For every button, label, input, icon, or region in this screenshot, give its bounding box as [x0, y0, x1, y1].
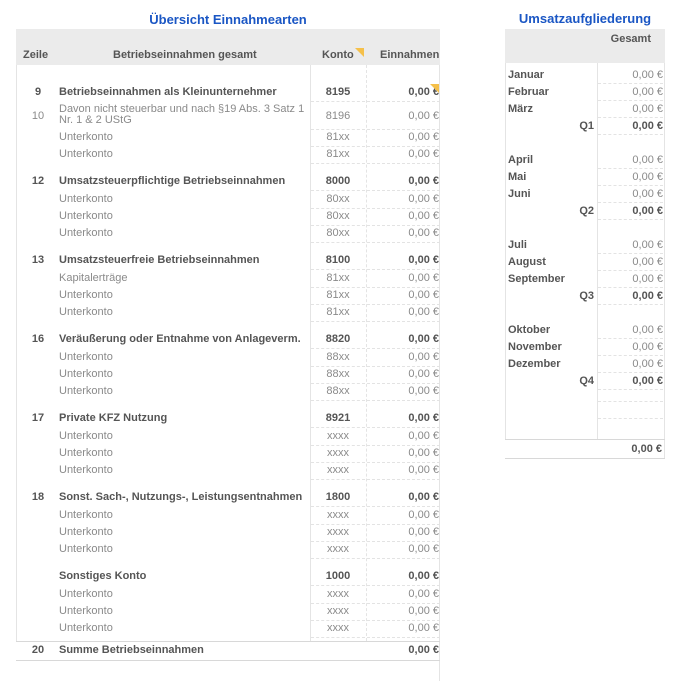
table-row: [16, 146, 440, 163]
row-einnahmen-cell[interactable]: 0,00 €: [367, 462, 440, 480]
row-description-line2: Nr. 1 & 2 UStG: [59, 114, 132, 126]
month-label: September: [508, 273, 565, 285]
row-description: Veräußerung oder Entnahme von Anlageverm.: [59, 333, 301, 345]
row-einnahmen-cell[interactable]: 0,00 €: [367, 225, 440, 243]
month-value-cell[interactable]: 0,00 €: [598, 322, 663, 339]
row-konto-cell[interactable]: 80xx: [311, 208, 365, 226]
table-row: [16, 445, 440, 462]
table-row: [16, 103, 440, 129]
total-value: 0,00 €: [408, 644, 439, 656]
month-row: [505, 186, 665, 203]
month-label: August: [508, 256, 546, 268]
row-zeile: 12: [31, 175, 45, 187]
table-row: [16, 428, 440, 445]
row-konto-cell[interactable]: 8921: [311, 410, 365, 428]
row-einnahmen-cell[interactable]: 0,00 €: [367, 445, 440, 463]
row-zeile: [16, 568, 60, 585]
row-zeile: 16: [31, 333, 45, 345]
row-konto-cell[interactable]: xxxx: [311, 524, 365, 542]
row-konto-cell[interactable]: 81xx: [311, 287, 365, 305]
row-description: Umsatzsteuerpflichtige Betriebseinnahmen: [59, 175, 286, 187]
row-description: Unterkonto: [59, 622, 113, 634]
row-konto-cell[interactable]: xxxx: [311, 428, 365, 446]
row-konto-cell[interactable]: 8195: [311, 84, 365, 102]
table-header: [16, 29, 440, 65]
table-row: [16, 304, 440, 321]
row-zeile: [16, 507, 60, 524]
revenue-breakdown-table: [505, 29, 665, 455]
row-zeile: [16, 524, 60, 541]
row-konto-cell[interactable]: 88xx: [311, 349, 365, 367]
month-row: [505, 101, 665, 118]
quarter-label: Q3: [579, 290, 594, 302]
row-konto-cell[interactable]: 1800: [311, 489, 365, 507]
total-zeile: 20: [31, 644, 45, 656]
row-konto-cell[interactable]: 88xx: [311, 366, 365, 384]
row-einnahmen-cell[interactable]: 0,00 €: [367, 129, 440, 147]
row-konto-cell[interactable]: 8100: [311, 252, 365, 270]
row-description: Kapitalerträge: [59, 272, 128, 284]
month-row: [505, 84, 665, 101]
row-einnahmen-cell[interactable]: 0,00 €: [367, 489, 440, 507]
row-zeile: [16, 541, 60, 558]
month-value-cell[interactable]: 0,00 €: [598, 271, 663, 288]
table-row: [16, 524, 440, 541]
income-types-table: [16, 29, 440, 661]
month-value-cell[interactable]: 0,00 €: [598, 186, 663, 203]
row-konto-cell[interactable]: 1000: [311, 568, 365, 586]
row-einnahmen-cell[interactable]: 0,00 €: [367, 428, 440, 446]
table-row: [16, 208, 440, 225]
table-body: [16, 65, 440, 661]
row-description: Unterkonto: [59, 385, 113, 397]
row-zeile: 10: [31, 110, 45, 122]
table-row: [16, 541, 440, 558]
month-label: Juli: [508, 239, 527, 251]
quarter-total-cell[interactable]: 0,00 €: [598, 203, 663, 220]
row-zeile: 18: [31, 491, 45, 503]
month-label: Mai: [508, 171, 527, 183]
row-einnahmen-cell[interactable]: 0,00 €: [367, 173, 440, 191]
month-row: [505, 67, 665, 84]
row-einnahmen-cell[interactable]: 0,00 €: [367, 568, 440, 586]
row-konto-cell[interactable]: 8000: [311, 173, 365, 191]
row-konto-cell[interactable]: 8196: [311, 103, 365, 130]
table-row: [16, 225, 440, 242]
row-description: Unterkonto: [59, 509, 113, 521]
month-label: März: [508, 103, 534, 115]
quarter-row: [505, 203, 665, 220]
row-konto-cell[interactable]: 80xx: [311, 225, 365, 243]
header-gesamt: Gesamt: [610, 33, 651, 45]
month-row: [505, 237, 665, 254]
row-konto-cell[interactable]: xxxx: [311, 445, 365, 463]
row-zeile: [16, 225, 60, 242]
row-konto-cell[interactable]: xxxx: [311, 586, 365, 604]
month-label: Februar: [508, 86, 549, 98]
row-einnahmen-cell[interactable]: 0,00 €: [367, 208, 440, 226]
row-konto-cell[interactable]: xxxx: [311, 462, 365, 480]
row-zeile: 13: [31, 254, 45, 266]
row-zeile: [16, 428, 60, 445]
table-row: [16, 349, 440, 366]
table-row: [16, 620, 440, 637]
row-description: Unterkonto: [59, 464, 113, 476]
row-description-line1: Davon nicht steuerbar und nach §19 Abs. 3 Satz 1: [59, 103, 305, 115]
month-row: [505, 322, 665, 339]
header-konto: Konto: [322, 49, 354, 61]
month-value-cell[interactable]: 0,00 €: [598, 152, 663, 169]
row-zeile: [16, 208, 60, 225]
table-row: [16, 603, 440, 620]
row-description: Unterkonto: [59, 210, 113, 222]
table-row: [16, 173, 440, 190]
row-description: Umsatzsteuerfreie Betriebseinnahmen: [59, 254, 260, 266]
header-zeile: Zeile: [23, 49, 49, 61]
table-row: [16, 383, 440, 400]
comment-marker-icon[interactable]: [355, 48, 364, 57]
table-row: [16, 410, 440, 427]
row-einnahmen-cell[interactable]: 0,00 €: [367, 586, 440, 604]
row-konto-cell[interactable]: 80xx: [311, 191, 365, 209]
row-einnahmen-cell[interactable]: 0,00 €: [367, 146, 440, 164]
table-row: [16, 507, 440, 524]
row-einnahmen-cell[interactable]: 0,00 €: [367, 331, 440, 349]
table-row: [16, 568, 440, 585]
breakdown-body: [505, 63, 665, 455]
month-row: [505, 254, 665, 271]
month-value-cell[interactable]: 0,00 €: [598, 237, 663, 254]
row-konto-cell[interactable]: 81xx: [311, 270, 365, 288]
row-description: Unterkonto: [59, 306, 113, 318]
row-einnahmen-cell[interactable]: 0,00 €: [367, 410, 440, 428]
row-einnahmen-cell[interactable]: 0,00 €: [367, 287, 440, 305]
row-description: Unterkonto: [59, 227, 113, 239]
table-row: [16, 191, 440, 208]
row-description: Unterkonto: [59, 447, 113, 459]
quarter-row: [505, 118, 665, 135]
row-konto-cell[interactable]: 81xx: [311, 129, 365, 147]
row-konto-cell[interactable]: xxxx: [311, 603, 365, 621]
row-description: Unterkonto: [59, 526, 113, 538]
row-description: Betriebseinnahmen als Kleinunternehmer: [59, 86, 277, 98]
row-konto-cell[interactable]: xxxx: [311, 541, 365, 559]
row-zeile: [16, 349, 60, 366]
row-zeile: [16, 462, 60, 479]
row-einnahmen-cell[interactable]: 0,00 €: [367, 507, 440, 525]
total-row: [16, 642, 440, 660]
table-row: [16, 586, 440, 603]
row-konto-cell[interactable]: xxxx: [311, 507, 365, 525]
row-description: [59, 104, 319, 130]
month-value-cell[interactable]: 0,00 €: [598, 254, 663, 271]
row-einnahmen-cell[interactable]: 0,00 €: [367, 191, 440, 209]
row-konto-cell[interactable]: 81xx: [311, 304, 365, 322]
row-description: Unterkonto: [59, 131, 113, 143]
header-einnahmen: Einnahmen: [380, 49, 440, 61]
month-value-cell[interactable]: 0,00 €: [598, 67, 663, 84]
row-zeile: [16, 366, 60, 383]
month-label: Juni: [508, 188, 531, 200]
row-einnahmen-cell[interactable]: 0,00 €: [367, 524, 440, 542]
row-zeile: [16, 191, 60, 208]
quarter-row: [505, 288, 665, 305]
month-value-cell[interactable]: 0,00 €: [598, 101, 663, 118]
row-einnahmen-cell[interactable]: 0,00 €: [367, 84, 440, 102]
row-konto-cell[interactable]: xxxx: [311, 620, 365, 638]
row-zeile: [16, 304, 60, 321]
table-row: [16, 287, 440, 304]
row-zeile: [16, 383, 60, 400]
row-zeile: [16, 270, 60, 287]
table-row: [16, 489, 440, 506]
row-konto-cell[interactable]: 88xx: [311, 383, 365, 401]
row-zeile: [16, 146, 60, 163]
quarter-label: Q1: [579, 120, 594, 132]
row-description: Unterkonto: [59, 368, 113, 380]
month-row: [505, 356, 665, 373]
total-description: Summe Betriebseinnahmen: [59, 644, 204, 656]
month-label: November: [508, 341, 562, 353]
month-label: Dezember: [508, 358, 561, 370]
row-description: Unterkonto: [59, 543, 113, 555]
row-einnahmen-cell[interactable]: 0,00 €: [367, 620, 440, 638]
quarter-total-cell[interactable]: 0,00 €: [598, 288, 663, 305]
row-zeile: [16, 620, 60, 637]
month-row: [505, 339, 665, 356]
row-zeile: 9: [34, 86, 42, 98]
row-zeile: 17: [31, 412, 45, 424]
row-zeile: [16, 445, 60, 462]
row-zeile: [16, 586, 60, 603]
table-row: [16, 84, 440, 101]
row-description: Unterkonto: [59, 193, 113, 205]
row-einnahmen-cell[interactable]: 0,00 €: [367, 603, 440, 621]
table-row: [16, 270, 440, 287]
row-description: Unterkonto: [59, 430, 113, 442]
month-value-cell[interactable]: 0,00 €: [598, 356, 663, 373]
grand-total-value: 0,00 €: [631, 443, 662, 455]
header-description: Betriebseinnahmen gesamt: [113, 49, 257, 61]
quarter-total-cell[interactable]: 0,00 €: [598, 118, 663, 135]
row-einnahmen-cell[interactable]: 0,00 €: [367, 349, 440, 367]
month-row: [505, 271, 665, 288]
breakdown-title: Umsatzaufgliederung: [518, 11, 652, 26]
table-row: [16, 331, 440, 348]
month-value-cell[interactable]: 0,00 €: [598, 84, 663, 101]
row-einnahmen-cell[interactable]: 0,00 €: [367, 383, 440, 401]
grand-total-row: [505, 440, 665, 458]
row-zeile: [16, 129, 60, 146]
row-zeile: [16, 603, 60, 620]
quarter-label: Q4: [579, 375, 594, 387]
row-einnahmen-cell[interactable]: 0,00 €: [367, 270, 440, 288]
row-description: Unterkonto: [59, 351, 113, 363]
month-value-cell[interactable]: 0,00 €: [598, 169, 663, 186]
breakdown-header: [505, 29, 665, 63]
quarter-label: Q2: [579, 205, 594, 217]
row-konto-cell[interactable]: 8820: [311, 331, 365, 349]
month-label: April: [508, 154, 534, 166]
row-einnahmen-cell[interactable]: 0,00 €: [367, 103, 440, 130]
comment-marker-icon[interactable]: [430, 84, 439, 93]
month-label: Januar: [508, 69, 545, 81]
row-description: Unterkonto: [59, 588, 113, 600]
row-description: Private KFZ Nutzung: [59, 412, 168, 424]
row-zeile: [16, 287, 60, 304]
row-einnahmen-cell[interactable]: 0,00 €: [367, 252, 440, 270]
row-description: Sonst. Sach-, Nutzungs-, Leistungsentnahmen: [59, 491, 303, 503]
row-konto-cell[interactable]: 81xx: [311, 146, 365, 164]
overview-title: Übersicht Einnahmearten: [149, 12, 307, 27]
table-row: [16, 252, 440, 269]
row-einnahmen-cell[interactable]: 0,00 €: [367, 366, 440, 384]
month-row: [505, 152, 665, 169]
quarter-total-cell[interactable]: 0,00 €: [598, 373, 663, 390]
row-einnahmen-cell[interactable]: 0,00 €: [367, 304, 440, 322]
table-row: [16, 462, 440, 479]
row-description: Sonstiges Konto: [59, 570, 147, 582]
table-row: [16, 129, 440, 146]
row-description: Unterkonto: [59, 148, 113, 160]
month-label: Oktober: [508, 324, 551, 336]
row-description: Unterkonto: [59, 289, 113, 301]
month-value-cell[interactable]: 0,00 €: [598, 339, 663, 356]
row-einnahmen-cell[interactable]: 0,00 €: [367, 541, 440, 559]
month-row: [505, 169, 665, 186]
table-row: [16, 366, 440, 383]
row-description: Unterkonto: [59, 605, 113, 617]
